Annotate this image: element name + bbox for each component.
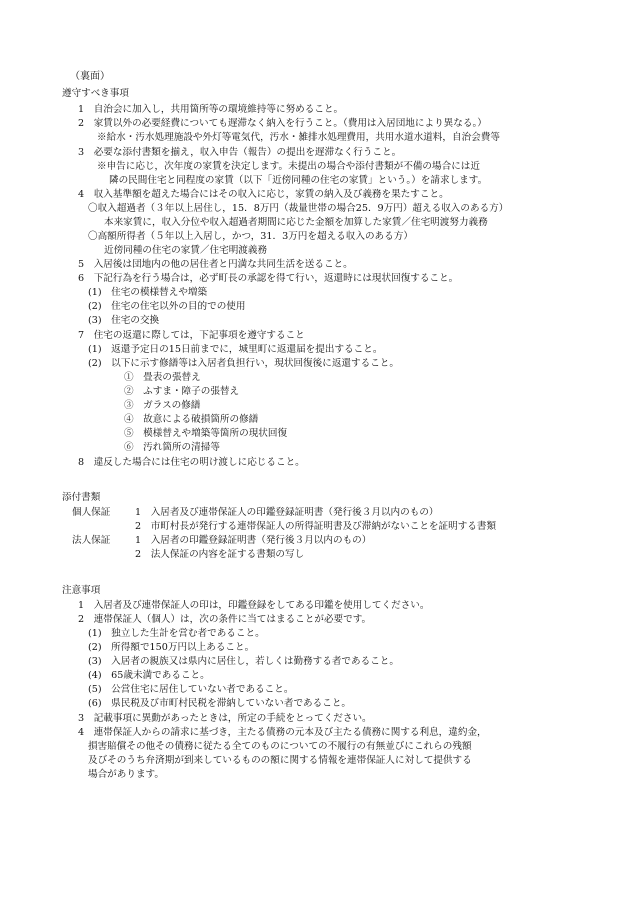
rules-line: ① 畳表の張替え — [124, 372, 201, 383]
rules-line: ※申告に応じ，次年度の家賃を決定します。未提出の場合や添付書類が不備の場合には近 — [97, 161, 480, 172]
notes-line: (6) 県民税及び市町村民税を滞納していない者であること。 — [88, 698, 352, 709]
page-side-title: （裏面） — [70, 71, 110, 82]
rules-line: 1 自治会に加入し，共用箇所等の環境維持等に努めること。 — [78, 104, 344, 115]
notes-line: (3) 入居者の親族又は県内に居住し，若しくは勤務する者であること。 — [88, 656, 399, 667]
rules-line: ③ ガラスの修繕 — [124, 400, 201, 411]
corporate-guarantee-label: 法人保証 — [72, 535, 111, 546]
rules-line: (1) 返還予定日の15日前までに，城里町に返還届を提出すること。 — [88, 344, 383, 355]
notes-line: 損害賠償その他その債務に従たる全てのものについての不履行の有無並びにこれらの残額 — [88, 741, 472, 752]
notes-line: 場合があります。 — [88, 769, 164, 780]
attachment-item: 2 市町村長が発行する連帯保証人の所得証明書及び滞納がないことを証明する書類 — [135, 521, 497, 532]
notes-line: 4 連帯保証人からの請求に基づき，主たる債務の元本及び主たる債務に関する利息，違約金， — [78, 727, 487, 738]
rules-line: 8 違反した場合には住宅の明け渡しに応じること。 — [78, 457, 305, 468]
rules-line: (2) 以下に示す修繕等は入居者負担行い，現状回復後に返還すること。 — [88, 358, 399, 369]
notes-line: (2) 所得額で150万円以上あること。 — [88, 642, 255, 653]
rules-line: 3 必要な添付書類を揃え，収入申告（報告）の提出を遅滞なく行うこと。 — [78, 147, 402, 158]
notes-heading: 注意事項 — [62, 585, 101, 596]
notes-line: (5) 公営住宅に居住していない者であること。 — [88, 684, 294, 695]
rules-line: 近傍同種の住宅の家賃／住宅明渡義務 — [104, 245, 268, 256]
rules-line: 隣の民間住宅と同程度の家賃（以下「近傍同種の住宅の家賃」という。）を請求します。 — [109, 175, 488, 186]
rules-line: 本来家賃に，収入分位や収入超過者期間に応じた金額を加算した家賃／住宅明渡努力義務 — [104, 217, 488, 228]
rules-line: ② ふすま・障子の張替え — [124, 386, 240, 397]
notes-line: (1) 独立した生計を営む者であること。 — [88, 628, 265, 639]
personal-guarantee-label: 個人保証 — [72, 507, 111, 518]
attachments-heading: 添付書類 — [62, 492, 101, 503]
notes-line: (4) 65歳未満であること。 — [88, 670, 210, 681]
rules-line: ④ 故意による破損箇所の修繕 — [124, 414, 259, 425]
rules-line: 5 入居後は団地内の他の居住者と円満な共同生活を送ること。 — [78, 259, 353, 270]
notes-line: 1 入居者及び連帯保証人の印は，印鑑登録をしてある印鑑を使用してください。 — [78, 600, 430, 611]
rules-line: 6 下記行為を行う場合は，必ず町長の承認を得て行い，返還時には現状回復すること。 — [78, 273, 459, 284]
notes-line: 及びそのうち弁済期が到来しているものの額に関する情報を連帯保証人に対して提供する — [88, 755, 472, 766]
rules-heading: 遵守すべき事項 — [62, 88, 129, 99]
rules-line: (2) 住宅の住宅以外の目的での使用 — [88, 301, 246, 312]
rules-line: 〇高額所得者（５年以上入居し，かつ，31．3万円を超える収入のある方） — [88, 231, 413, 242]
attachment-item: 2 法人保証の内容を証する書類の写し — [135, 549, 305, 560]
rules-line: 4 収入基準額を超えた場合にはその収入に応じ，家賃の納入及び義務を果たすこと。 — [78, 189, 449, 200]
rules-line: (1) 住宅の模様替えや増築 — [88, 287, 208, 298]
attachment-item: 1 入居者及び連帯保証人の印鑑登録証明書（発行後３月以内のもの） — [135, 507, 439, 518]
rules-line: ⑤ 模様替えや増築等箇所の現状回復 — [124, 428, 288, 439]
rules-line: ⑥ 汚れ箇所の清掃等 — [124, 442, 220, 453]
rules-line: 7 住宅の返還に際しては，下記事項を遵守すること — [78, 330, 305, 341]
notes-line: 3 記載事項に異動があったときは，所定の手続をとってください。 — [78, 713, 372, 724]
notes-line: 2 連帯保証人（個人）は，次の条件に当てはまることが必要です。 — [78, 614, 372, 625]
rules-line: (3) 住宅の交換 — [88, 315, 160, 326]
rules-line: ※給水・汚水処理施設や外灯等電気代，汚水・雑排水処理費用，共用水道水道料，自治会費等 — [97, 132, 500, 143]
rules-line: 2 家賃以外の必要経費についても遅滞なく納入を行うこと。（費用は入居団地により異なる。） — [78, 118, 487, 129]
rules-line: 〇収入超過者（３年以上居住し，15．8万円（裁量世帯の場合25．9万円）超える収入のある方） — [88, 203, 509, 214]
attachment-item: 1 入居者の印鑑登録証明書（発行後３月以内のもの） — [135, 535, 372, 546]
